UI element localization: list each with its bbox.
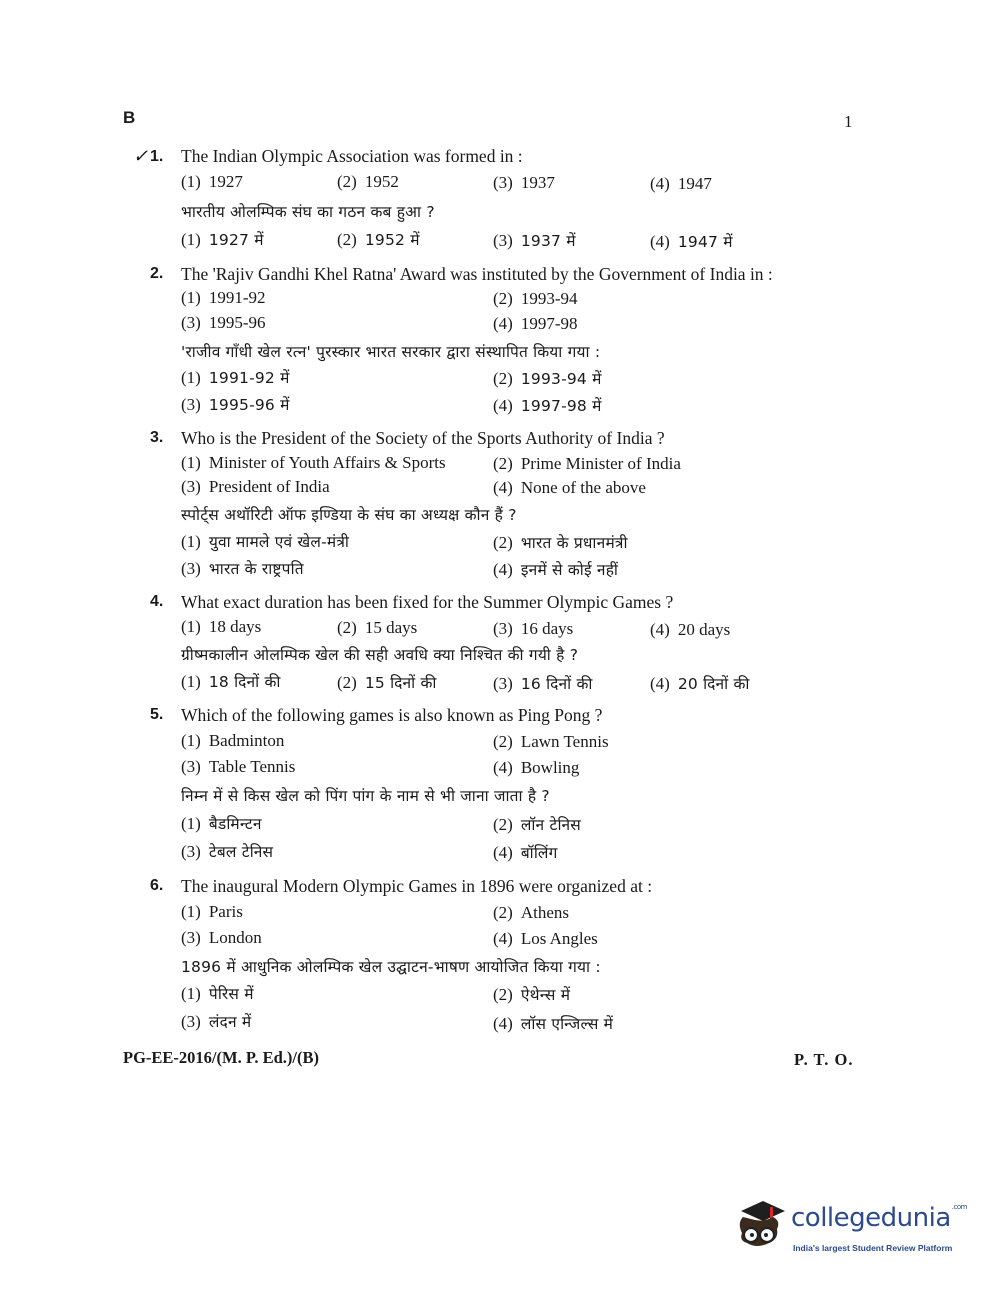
option-hindi: (1) 1991-92 में <box>181 368 290 387</box>
option: (1) Badminton <box>181 731 285 750</box>
option: (4) Los Angles <box>493 929 598 948</box>
option: (4) 1997-98 <box>493 314 578 333</box>
paper-code: PG-EE-2016/(M. P. Ed.)/(B) <box>123 1048 320 1067</box>
option: (1) 18 days <box>181 617 262 636</box>
option-hindi: (1) 1927 में <box>181 230 264 249</box>
question-text-hindi: 'राजीव गाँधी खेल रत्न' पुरस्कार भारत सरकार द्वारा संस्थापित किया गया : <box>181 343 601 361</box>
option: (1) 1991-92 <box>181 288 266 307</box>
question-number: 5. <box>150 706 164 723</box>
option: (3) President of India <box>181 477 330 496</box>
option-hindi: (2) लॉन टेनिस <box>493 815 581 834</box>
option-hindi: (4) 1947 में <box>650 232 733 251</box>
tick-mark: ✓ <box>133 146 149 166</box>
question-number: 2. <box>150 265 164 282</box>
option-hindi: (2) 1952 में <box>337 230 420 249</box>
question-text: Who is the President of the Society of the Sports Authority of India ? <box>181 428 665 448</box>
option-hindi: (3) टेबल टेनिस <box>181 842 274 861</box>
set-code: B <box>123 108 136 127</box>
option-hindi: (2) ऐथेन्स में <box>493 985 571 1004</box>
question-text: Which of the following games is also known as Ping Pong ? <box>181 705 603 725</box>
option-hindi: (4) इनमें से कोई नहीं <box>493 560 619 579</box>
option: (3) London <box>181 928 262 947</box>
option: (4) 1947 <box>650 174 712 193</box>
logo-suffix: .com <box>951 1203 967 1211</box>
option: (2) Lawn Tennis <box>493 732 609 751</box>
option-hindi: (1) 18 दिनों की <box>181 672 281 691</box>
student-mascot-icon <box>733 1195 791 1257</box>
page-number: 1 <box>844 112 853 131</box>
option-hindi: (4) बॉलिंग <box>493 843 558 862</box>
question-number: 4. <box>150 593 164 610</box>
option-hindi: (3) लंदन में <box>181 1012 252 1031</box>
option: (2) Prime Minister of India <box>493 454 681 473</box>
question-number: 3. <box>150 429 164 446</box>
question-text-hindi: ग्रीष्मकालीन ओलम्पिक खेल की सही अवधि क्या निश्चित की गयी है ? <box>181 646 579 664</box>
question-text-hindi: स्पोर्ट्स अथॉरिटी ऑफ इण्डिया के संघ का अध्यक्ष कौन हैं ? <box>181 506 517 524</box>
option-hindi: (3) भारत के राष्ट्रपति <box>181 559 304 578</box>
option-hindi: (2) भारत के प्रधानमंत्री <box>493 533 628 552</box>
option: (2) Athens <box>493 903 569 922</box>
question-number: 1. <box>150 148 164 165</box>
question-text: The 'Rajiv Gandhi Khel Ratna' Award was instituted by the Government of India in : <box>181 264 773 284</box>
logo-tagline: India's largest Student Review Platform <box>793 1243 953 1253</box>
option-hindi: (1) पेरिस में <box>181 984 254 1003</box>
option-hindi: (3) 1937 में <box>493 231 576 250</box>
option-hindi: (4) लॉस एन्जिल्स में <box>493 1014 614 1033</box>
option: (3) 16 days <box>493 619 574 638</box>
option-hindi: (2) 1993-94 में <box>493 369 602 388</box>
question-text-hindi: निम्न में से किस खेल को पिंग पांग के नाम से भी जाना जाता है ? <box>181 787 550 805</box>
option: (3) Table Tennis <box>181 757 296 776</box>
pto-label: P. T. O. <box>794 1050 854 1069</box>
option: (1) 1927 <box>181 172 243 191</box>
logo-wordmark: collegedunia <box>791 1203 951 1233</box>
question-text: The inaugural Modern Olympic Games in 1896 were organized at : <box>181 876 653 896</box>
option: (2) 1993-94 <box>493 289 578 308</box>
question-text-hindi: 1896 में आधुनिक ओलम्पिक खेल उद्घाटन-भाषण आयोजित किया गया : <box>181 958 601 976</box>
question-text: The Indian Olympic Association was formed in : <box>181 146 523 166</box>
option-hindi: (4) 20 दिनों की <box>650 674 750 693</box>
option-hindi: (3) 16 दिनों की <box>493 674 593 693</box>
option-hindi: (2) 15 दिनों की <box>337 673 437 692</box>
option: (4) None of the above <box>493 478 646 497</box>
option: (1) Minister of Youth Affairs & Sports <box>181 453 446 472</box>
option: (4) 20 days <box>650 620 731 639</box>
option-hindi: (1) बैडमिन्टन <box>181 814 262 833</box>
option: (2) 1952 <box>337 172 399 191</box>
question-number: 6. <box>150 877 164 894</box>
collegedunia-logo <box>733 1195 967 1270</box>
option: (3) 1937 <box>493 173 555 192</box>
option: (1) Paris <box>181 902 243 921</box>
option-hindi: (4) 1997-98 में <box>493 396 602 415</box>
option-hindi: (1) युवा मामले एवं खेल-मंत्री <box>181 532 350 551</box>
option: (2) 15 days <box>337 618 418 637</box>
option: (4) Bowling <box>493 758 580 777</box>
option-hindi: (3) 1995-96 में <box>181 395 290 414</box>
question-text-hindi: भारतीय ओलम्पिक संघ का गठन कब हुआ ? <box>181 203 435 221</box>
question-text: What exact duration has been fixed for the Summer Olympic Games ? <box>181 592 674 612</box>
option: (3) 1995-96 <box>181 313 266 332</box>
